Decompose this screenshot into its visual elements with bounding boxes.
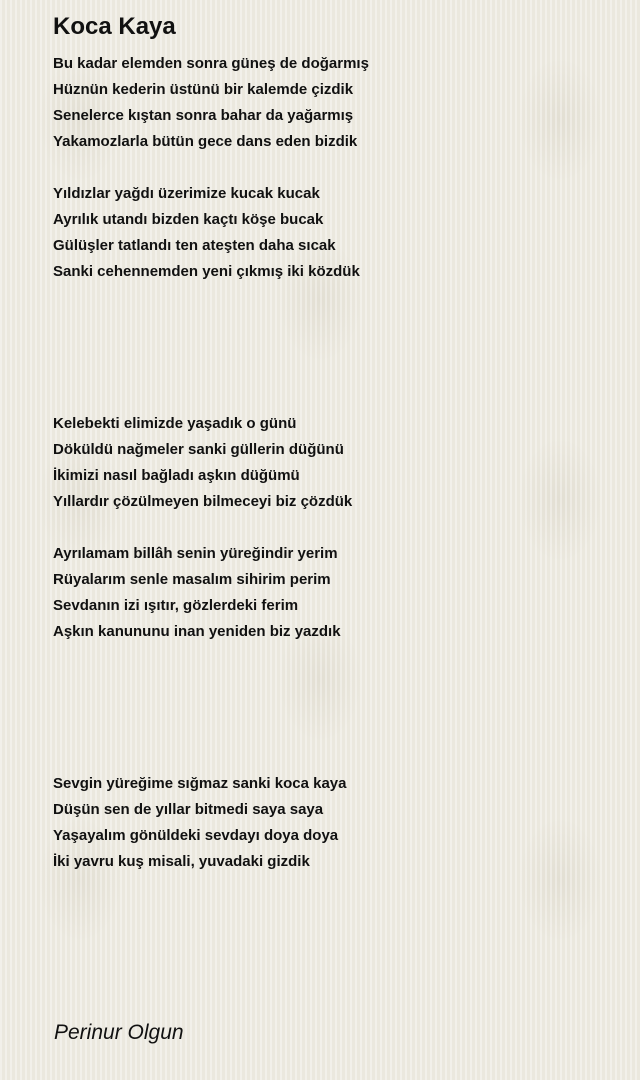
poem-line: Yıllardır çözülmeyen bilmeceyi biz çözdük (53, 493, 353, 510)
poem-line: Düşün sen de yıllar bitmedi saya saya (53, 801, 324, 818)
poem-line: Senelerce kıştan sonra bahar da yağarmış (53, 107, 354, 124)
poem-line: Aşkın kanununu inan yeniden biz yazdık (53, 623, 341, 640)
poem-line: Yıldızlar yağdı üzerimize kucak kucak (53, 185, 320, 202)
poem-line: Hüznün kederin üstünü bir kalemde çizdik (53, 81, 354, 98)
poem-line: Yaşayalım gönüldeki sevdayı doya doya (53, 827, 339, 844)
poem-line: Kelebekti elimizde yaşadık o günü (53, 415, 297, 432)
poem-line: Yakamozlarla bütün gece dans eden bizdik (53, 133, 358, 150)
poem-line: İki yavru kuş misali, yuvadaki gizdik (53, 853, 310, 870)
poem-author: Perinur Olgun (54, 1021, 184, 1044)
poem-line: Bu kadar elemden sonra güneş de doğarmış (53, 55, 369, 72)
poem-line: Döküldü nağmeler sanki güllerin düğünü (53, 441, 344, 458)
poem-line: Ayrılamam billâh senin yüreğindir yerim (53, 545, 338, 562)
poem-line: Ayrılık utandı bizden kaçtı köşe bucak (53, 211, 324, 228)
poem-line: Sanki cehennemden yeni çıkmış iki közdük (53, 263, 360, 280)
poem-title: Koca Kaya (53, 13, 176, 40)
poem-line: İkimizi nasıl bağladı aşkın düğümü (53, 467, 300, 484)
poem-line: Gülüşler tatlandı ten ateşten daha sıcak (53, 237, 336, 254)
poem-line: Rüyalarım senle masalım sihirim perim (53, 571, 331, 588)
poem-line: Sevdanın izi ışıtır, gözlerdeki ferim (53, 597, 299, 614)
poem-line: Sevgin yüreğime sığmaz sanki koca kaya (53, 775, 347, 792)
